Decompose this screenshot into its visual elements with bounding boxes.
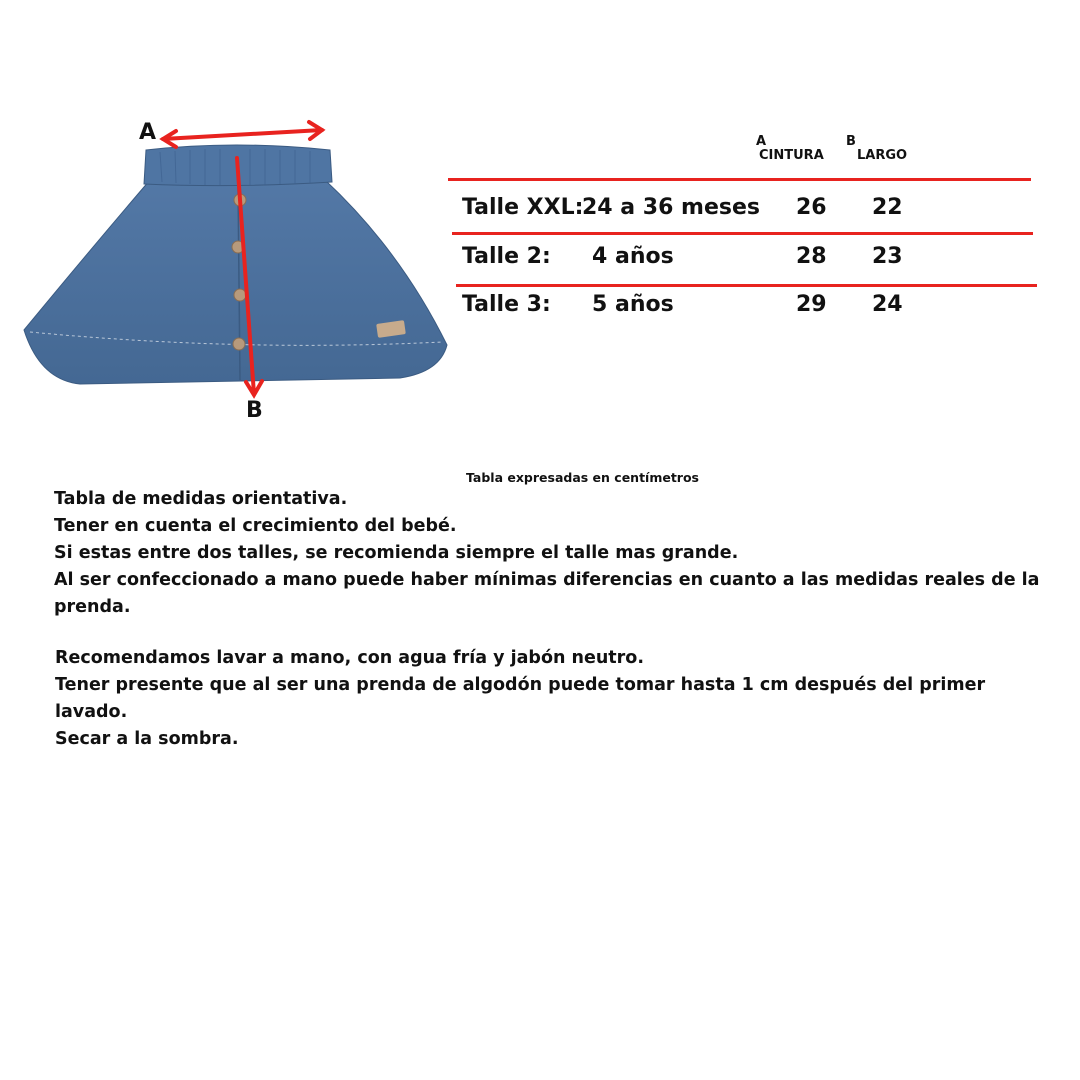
row-talle-2-edad: 4 años — [592, 244, 674, 269]
care-line: Secar a la sombra. — [55, 729, 239, 749]
row-talle-xxl-talle: Talle XXL: — [462, 195, 584, 220]
table-divider-bottom — [456, 284, 1037, 287]
row-talle-3-cintura: 29 — [796, 292, 827, 317]
header-cintura — [756, 135, 824, 163]
marker-a: A — [139, 120, 157, 145]
measure-arrow-a — [163, 122, 322, 147]
care-paragraph — [55, 645, 1015, 753]
marker-b: B — [246, 398, 263, 423]
row-talle-3-talle: Talle 3: — [462, 292, 551, 317]
header-largo-letter: B — [846, 134, 856, 149]
info-line: Tener en cuenta el crecimiento del bebé. — [54, 516, 457, 536]
table-divider-middle — [452, 232, 1033, 235]
table-divider-top — [448, 178, 1031, 181]
info-line: Al ser confeccionado a mano puede haber mínimas diferencias en cuanto a las medidas reales de la prenda. — [54, 570, 1040, 617]
row-talle-2-largo: 23 — [872, 244, 903, 269]
header-cintura-letter: A — [756, 134, 767, 149]
care-line: Recomendamos lavar a mano, con agua fría y jabón neutro. — [55, 648, 644, 668]
header-largo-label: LARGO — [857, 148, 908, 163]
skirt-body — [24, 180, 447, 384]
row-talle-xxl-largo: 22 — [872, 195, 903, 220]
row-talle-xxl-edad: 24 a 36 meses — [582, 195, 761, 220]
row-talle-xxl-cintura: 26 — [796, 195, 827, 220]
row-talle-3-largo: 24 — [872, 292, 903, 317]
info-line: Tabla de medidas orientativa. — [54, 489, 348, 509]
info-paragraph — [54, 486, 1054, 621]
info-line: Si estas entre dos talles, se recomienda siempre el talle mas grande. — [54, 543, 739, 563]
row-talle-2-cintura: 28 — [796, 244, 827, 269]
table-units-note: Tabla expresadas en centímetros — [466, 470, 699, 485]
skirt-illustration — [0, 0, 470, 440]
header-largo — [846, 135, 907, 163]
row-talle-3-edad: 5 años — [592, 292, 674, 317]
header-cintura-label: CINTURA — [759, 148, 824, 163]
care-line: Tener presente que al ser una prenda de algodón puede tomar hasta 1 cm después del primer lavado. — [55, 675, 986, 722]
row-talle-2-talle: Talle 2: — [462, 244, 551, 269]
